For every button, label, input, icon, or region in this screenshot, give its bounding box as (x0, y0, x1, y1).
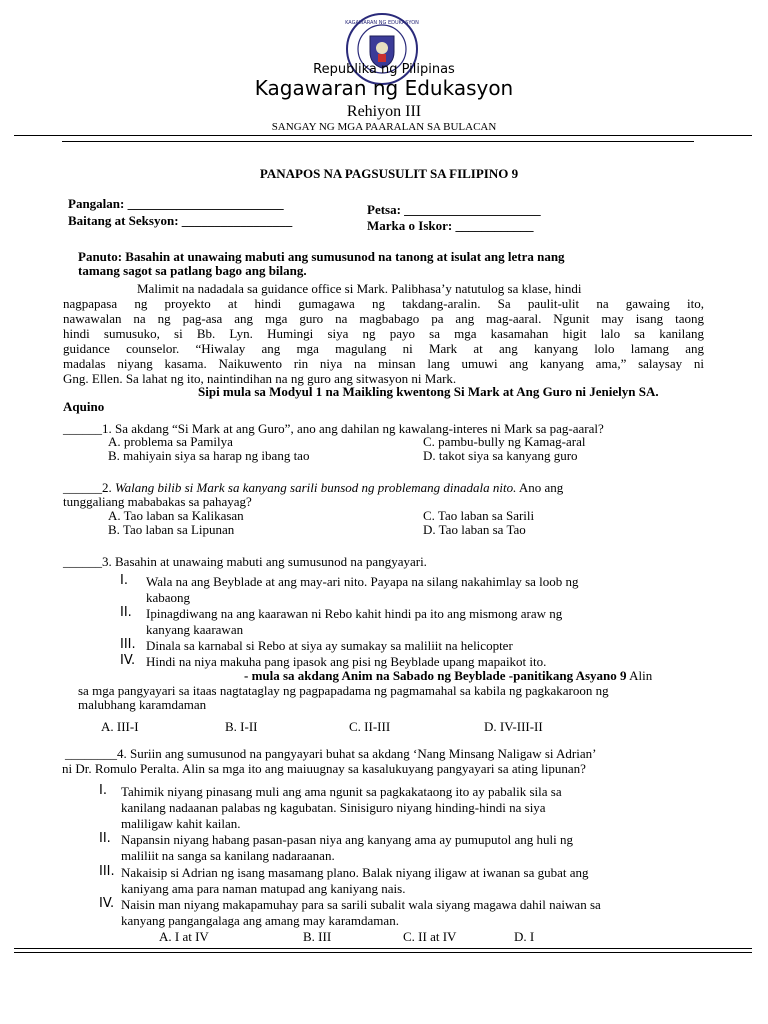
score-field[interactable]: Marka o Iskor: ____________ (367, 218, 534, 233)
q1-option-c[interactable]: C. pambu-bully ng Kamag-aral (423, 434, 586, 449)
q4-event-number: IV. (99, 896, 115, 911)
passage-line: guidance counselor. “Hiwalay ang mga magulang ni Mark at ang kanyang lolo lamang ang (63, 341, 704, 356)
question-2-stem: ______2. Walang bilib si Mark sa kanyang sarili bunsod ng problemang dinadala nito. Ano ang (63, 480, 564, 495)
q2-option-a[interactable]: A. Tao laban sa Kalikasan (108, 508, 244, 523)
passage-source: Sipi mula sa Modyul 1 na Maikling kwentong Si Mark at Ang Guro ni Jenielyn SA. (198, 384, 659, 399)
passage-line: madalas niyang kasama. Naikuwento rin niya na minsan lang umuwi ang kanyang ama,” salaysay ni (63, 356, 704, 371)
q4-option-c[interactable]: C. II at IV (403, 929, 457, 944)
footer-divider-top (14, 948, 752, 949)
instructions-line-1: Panuto: Basahin at unawaing mabuti ang sumusunod na tanong at isulat ang letra nang (78, 249, 565, 264)
q4-event-number: II. (99, 831, 111, 846)
q3-question-line: sa mga pangyayari sa itaas nagtataglay ng pagpapadama ng pagmamahal sa kabila ng pagkakaroon ng (78, 683, 609, 698)
q2-option-c[interactable]: C. Tao laban sa Sarili (423, 508, 535, 523)
q3-option-a[interactable]: A. III-I (101, 719, 139, 734)
q4-event-text: Tahimik niyang pinasang muli ang ama ngunit sa pagkakataong ito ay pabalik sila sa kanilang nadaanan palabas ng kagubatan. Sinisiguro niyang hinding-hindi na siya maliligaw kahit kailan. (121, 784, 562, 831)
passage-line: nawawalan na ng pag-asa ang mga guro na magbabago pa ang mag-aaral. Ngunit may isang taong (63, 311, 704, 326)
question-2-stem-line-2: tunggaliang mababakas sa pahayag? (63, 494, 252, 509)
q4-event-number: I. (99, 783, 107, 798)
q4-event-text: Napansin niyang habang pasan-pasan niya ang kanyang ama ay pumuputol ang huli ng maliliit na sanga sa kanilang nadaraanan. (121, 832, 573, 863)
q4-option-a[interactable]: A. I at IV (159, 929, 209, 944)
footer-divider-bottom (14, 952, 752, 953)
q4-option-d[interactable]: D. I (514, 929, 535, 944)
q1-option-b[interactable]: B. mahiyain siya sa harap ng ibang tao (108, 448, 310, 463)
passage-line: Malimit na nadadala sa guidance office si Mark. Palibhasa’y natutulog sa klase, hindi (137, 281, 582, 296)
passage-line: hindi sumusuko, si Bb. Lyn. Humingi siya ng payo sa mga kasamahan higit lalo sa kanilang (63, 326, 704, 341)
q3-event-number: IV. (120, 653, 136, 668)
region-label: Rehiyon III (346, 103, 422, 120)
q3-event-number: II. (120, 605, 132, 620)
exam-title: PANAPOS NA PAGSUSULIT SA FILIPINO 9 (259, 166, 519, 181)
question-4-stem: ________4. Suriin ang sumusunod na pangyayari buhat sa akdang ‘Nang Minsang Naligaw si Adrian’ (65, 746, 597, 761)
q3-event-number: I. (120, 573, 128, 588)
department-title: Kagawaran ng Edukasyon (254, 76, 514, 100)
q3-option-c[interactable]: C. II-III (349, 719, 391, 734)
question-1-stem: ______1. Sa akdang “Si Mark at ang Guro”, ano ang dahilan ng kawalang-interes ni Mark sa pag-aaral? (63, 421, 604, 436)
q3-option-d[interactable]: D. IV-III-II (484, 719, 543, 734)
passage-source-author: Aquino (63, 399, 105, 414)
question-4-stem-line-2: ni Dr. Romulo Peralta. Alin sa mga ito ang maiuugnay sa kasalukuyang pangyayari sa ating lipunan? (62, 761, 586, 776)
grade-section-field[interactable]: Baitang at Seksyon: _________________ (68, 213, 293, 228)
q4-event-number: III. (99, 864, 115, 879)
q3-option-b[interactable]: B. I-II (225, 719, 258, 734)
passage-line: nagpapasa ng proyekto at hindi gumagawa ng takdang-aralin. Sa paulit-ulit na gawaing ito, (63, 296, 704, 311)
name-field[interactable]: Pangalan: ________________________ (68, 196, 284, 211)
q3-event-text: Hindi na niya makuha pang ipasok ang pisi ng Beyblade upang mapaikot ito. (146, 654, 547, 669)
q4-event-text: Nakaisip si Adrian ng isang masamang plano. Balak niyang iligaw at iwanan sa gubat ang kaniyang ama para naman matupad ang kaniyang nais. (121, 865, 589, 896)
republic-label: Republika ng Pilipinas (313, 62, 455, 77)
q2-option-b[interactable]: B. Tao laban sa Lipunan (108, 522, 235, 537)
q3-source-and-question: - mula sa akdang Anim na Sabado ng Beyblade -panitikang Asyano 9 Alin (244, 668, 653, 683)
q4-option-b[interactable]: B. III (303, 929, 332, 944)
svg-text:KAGAWARAN NG EDUKASYON: KAGAWARAN NG EDUKASYON (345, 20, 419, 26)
q1-option-d[interactable]: D. takot siya sa kanyang guro (423, 448, 578, 463)
q3-event-number: III. (120, 637, 136, 652)
header-divider-bottom (62, 141, 694, 142)
instructions-line-2: tamang sagot sa patlang bago ang bilang. (78, 263, 307, 278)
q1-option-a[interactable]: A. problema sa Pamilya (108, 434, 233, 449)
passage-line: Gng. Ellen. Sa lahat ng ito, naintindihan na ng guro ang sitwasyon ni Mark. (63, 371, 457, 386)
date-field[interactable]: Petsa: _____________________ (367, 202, 541, 217)
q3-event-text: Ipinagdiwang na ang kaarawan ni Rebo kahit hindi pa ito ang mismong araw ng kanyang kaarawan (146, 606, 563, 637)
division-label: SANGAY NG MGA PAARALAN SA BULACAN (271, 121, 497, 133)
q3-event-text: Wala na ang Beyblade at ang may-ari nito. Payapa na silang nakahimlay sa loob ng kabaong (146, 574, 579, 605)
q3-question-line: malubhang karamdaman (78, 697, 207, 712)
q4-event-text: Naisin man niyang makapamuhay para sa sarili subalit wala siyang magawa dahil naiwan sa kanyang pangangalaga ang amang may karamdaman. (121, 897, 601, 928)
header-divider-top (14, 135, 752, 136)
q3-event-text: Dinala sa karnabal si Rebo at siya ay sumakay sa maliliit na helicopter (146, 638, 513, 653)
question-3-stem: ______3. Basahin at unawaing mabuti ang sumusunod na pangyayari. (63, 554, 427, 569)
q2-option-d[interactable]: D. Tao laban sa Tao (423, 522, 526, 537)
